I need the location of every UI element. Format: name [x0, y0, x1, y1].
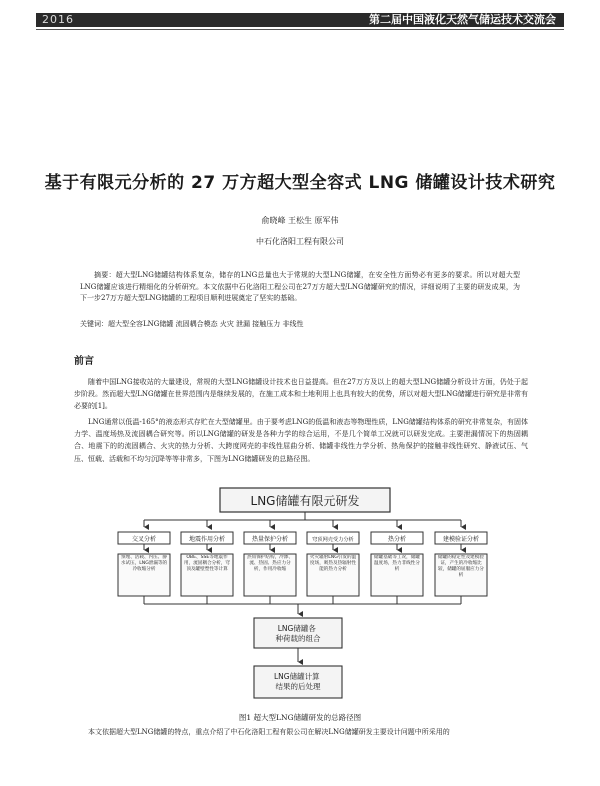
figure-caption: 图1 超大型LNG储罐研发的总路径图 [238, 713, 362, 722]
flow-category-5 [371, 532, 423, 544]
flow-detail-5: 储罐基础等工况，储罐温度场，热力非线性分析 [371, 554, 423, 596]
body-paragraph-2: LNG通常以低温-165°的液态形式存贮在大型储罐里。由于要考虑LNG的低温和液态等物理性质，LNG储罐结构体系的研究非常复杂，有固体力学、温度场热及流固耦合研究等。所以LNG储罐的研发是各种力学的综合运用，不是几个简单工况就可以研发完成。主要泄漏情况下的热固耦合、地震下的的流固耦合、火灾的热力分析、大跨度网壳的非线性屈曲分析、储罐非线性力学分析、热角保护的接触非线性研究、静液试压、气压、恒载、活载和不均匀沉降等等非常多，下图为LNG储罐研发的总路径图。 [74, 418, 528, 463]
svg-text:热量保护分析: 热量保护分析 [251, 536, 289, 543]
flow-detail-4: 火灾辐射LNG引发的温度场，吸热及热辐射性能的热力分析 [307, 554, 359, 596]
section-heading-preface: 前言 [74, 356, 94, 367]
flow-bottom-box-label: LNG储罐计算 结果的后处理 [274, 672, 321, 691]
flow-mid-box-label: LNG储罐各 种荷载的组合 [275, 624, 321, 643]
svg-text:穹顶网壳受力分析: 穹顶网壳受力分析 [312, 537, 354, 543]
flow-category-3 [244, 532, 296, 544]
paper-title: 基于有限元分析的 27 万方超大型全容式 LNG 储罐设计技术研究 [44, 173, 556, 193]
body-paragraph-1: 随着中国LNG接收站的大量建设，常规的大型LNG储罐设计技术也日益提高。但在27万方及以上的超大型LNG储罐分析设计方面，仍处于起步阶段。然而超大型LNG储罐在世界范围内是继续发展的，在施工成本和土地利用上也具有较大的优势，所以对超大型LNG储罐进行研究是非常有必要的[1]。 [74, 378, 528, 411]
flow-top-box-label: LNG储罐有限元研发 [250, 494, 360, 508]
svg-text:建模验证分析: 建模验证分析 [442, 536, 480, 543]
flow-detail-1: 预埋、活载、内压、静水试压，LNG泄漏等的冷收缩分析 [118, 554, 170, 596]
flow-mid-box [254, 618, 342, 648]
flow-detail-3: 热角保护结构，冷渗、流、热固、热应力分析，作用冷收缩 [244, 554, 296, 596]
flow-category-4 [307, 532, 359, 544]
header-year: 2016 [42, 13, 74, 26]
svg-text:热分析: 热分析 [387, 536, 407, 543]
paper-keywords: 关键词：超大型全容LNG储罐 流固耦合模态 火灾 泄漏 接触压力 非线性 [80, 320, 304, 328]
svg-text:地震作用分析: 地震作用分析 [188, 536, 226, 543]
paper-authors: 俞晓峰 王松生 原军伟 [261, 216, 339, 225]
flow-category-6 [435, 532, 487, 544]
paper-abstract: 摘要：超大型LNG储罐结构体系复杂，储存的LNG总量也大于常规的大型LNG储罐，在安全性方面势必有更多的要求。所以对超大型LNG储罐应该进行精细化的分析研究。本文依据中石化洛阳工程公司在27万方超大型LNG储罐研究的情况，详细说明了主要的研发成果，为下一步27万方超大型LNG储罐的工程项目顺利进展奠定了坚实的基础。 [80, 271, 520, 302]
paper-organization: 中石化洛阳工程有限公司 [256, 237, 344, 246]
flowchart-figure [112, 486, 488, 702]
svg-text:交叉分析: 交叉分析 [131, 536, 157, 543]
header-conference-title: 第二届中国液化天然气储运技术交流会 [369, 13, 556, 26]
flow-category-1 [118, 532, 170, 544]
flow-detail-6: 储罐的稳定性及建模验证，产生的冷收缩比较，储罐的屈服应力分析 [435, 554, 487, 596]
running-header-bar [36, 13, 564, 27]
flow-detail-2: OBE、SSE等地震作用，流固耦合分析，穹顶及罐壁塑性等计算 [181, 554, 233, 596]
flow-category-2 [181, 532, 233, 544]
header-rule [36, 29, 564, 30]
body-paragraph-3: 本文依据超大型LNG储罐的特点，重点介绍了中石化洛阳工程有限公司在解决LNG储罐研发主要设计问题中所采用的 [88, 728, 450, 736]
